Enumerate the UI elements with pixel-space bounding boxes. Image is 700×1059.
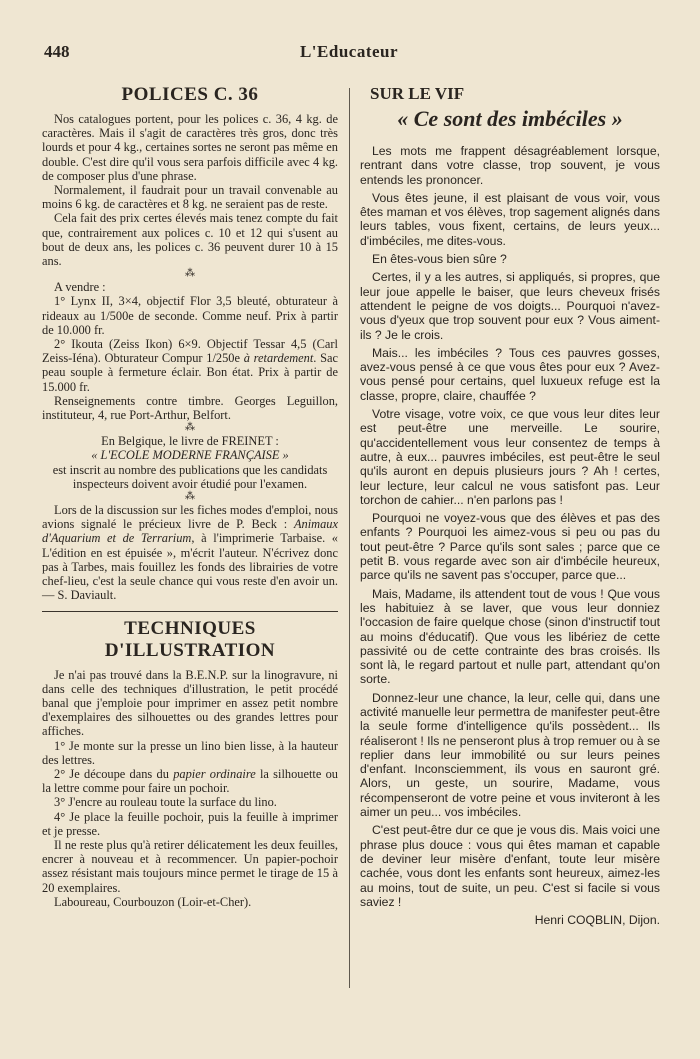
- page-header: [44, 42, 654, 66]
- sur-le-vif-heading: SUR LE VIF: [370, 84, 465, 103]
- asterism-separator: ⁂: [185, 491, 195, 503]
- belgique-book-italic: « L'ECOLE MODERNE FRANÇAISE »: [91, 448, 289, 463]
- techniques-step-2: [42, 767, 338, 795]
- left-column: [42, 80, 338, 909]
- section-rule: [42, 611, 338, 612]
- polices-paragraph-2: Normalement, il faudrait pour un travail convenable au moins 6 kg. de caractères et 8 kg. ne seraient pas de reste.: [42, 183, 338, 212]
- article-paragraph: Pourquoi ne voyez-vous que des élèves et pas des enfants ? Pourquoi les aimez-vous si peu ou pas du tout peut-être ? Parce qu'ils sont sales ; parce que ce petit B. vous regarde avec son air d'imbécile heureux, parce qu'ils ne savent pas s'occuper, parce que...: [360, 511, 660, 583]
- article-paragraph: Donnez-leur une chance, la leur, celle qui, dans une activité manuelle leur permettra de manifester peut-être la seule forme d'intelligence qu'ils possèdent... Ils réaliseront ! Ils ne penseront plus à trop remuer ou à se replier dans leur immobilité ou sur leurs peines d'enfant. Inconsciemment, ils vous en sauront gré. Alors, un geste, un sourire, Madame, vous récompenseront de votre peine et vous inviteront à les aimer un peu... vos imbéciles.: [360, 690, 660, 820]
- article-paragraph: En êtes-vous bien sûre ?: [372, 252, 507, 267]
- vendre-item-1: 1° Lynx II, 3×4, objectif Flor 3,5 bleuté, obturateur à rideaux au 1/500e de seconde. Comme neuf. Prix à partir de 10.000 fr.: [42, 294, 338, 337]
- asterism-separator: ⁂: [185, 422, 195, 434]
- article-paragraph: Vous êtes jeune, il est plaisant de vous voir, vous êtes maman et vos élèves, trop sagement alignés dans leurs tables, vous fixent, certains, de leurs yeux... d'imbéciles, me dites-vous.: [360, 190, 660, 248]
- techniques-signature: Laboureau, Courbouzon (Loir-et-Cher).: [54, 894, 252, 909]
- polices-title: POLICES C. 36: [121, 84, 259, 105]
- article-paragraph: Votre visage, votre voix, ce que vous leur dites leur est peut-être une merveille. Le sourire, qu'accidentellement vous leur consentez de temps à autre, à eux... pauvres imbéciles, est peut-être le seul qu'ils auront en depuis plusieurs jours ? Ah ! certes, leur lecture, leur calcul ne vous satisfont pas. Leur torchon de cahier... n'en parlons pas !: [360, 407, 660, 507]
- vendre-item-2-text-end: . Sac peau souple à fermeture éclair. Bon état. Prix à partir de 15.000 fr.: [42, 351, 338, 394]
- fiches-paragraph: [42, 503, 338, 602]
- techniques-step-2-text: 2° Je découpe dans du: [54, 766, 174, 781]
- vendre-intro: A vendre :: [54, 280, 106, 295]
- article-paragraph: Mais, Madame, ils attendent tout de vous ! Que vous les habituiez à se laver, que vous leur donniez l'occasion de faire quelque chose (sinon d'instructif tout au moins d'éducatif). Que vous les libériez de cette passivité ou de cette contrainte des bras croisés. Ils sont là, le regard partout et nulle part, attendant qu'on sorte.: [360, 586, 660, 687]
- fiches-text-end: , à l'imprimerie Tarbaise. « L'édition en est épuisée », m'écrit l'auteur. N'écrivez donc pas à Tarbes, mais fouillez les fonds des librairies de votre chef-lieu, c'est la seule chance qui vous reste d'en avoir un. — S. Daviault.: [42, 531, 338, 603]
- vendre-item-2-text: 2° Ikouta (Zeiss Ikon) 6×9. Objectif Tessar 4,5 (Carl Zeiss-Iéna). Obturateur Compur 1/250e: [42, 337, 338, 366]
- polices-paragraph-3: Cela fait des prix certes élevés mais tenez compte du fait que, contrairement aux polices c. 10 et 12 qui s'usent au bout de deux ans, les polices c. 36 peuvent durer 10 à 15 ans.: [42, 211, 338, 269]
- vendre-contact: Renseignements contre timbre. Georges Leguillon, instituteur, 4, rue Port-Arthur, Belfort.: [42, 393, 338, 423]
- article-title: « Ce sont des imbéciles »: [397, 106, 623, 131]
- techniques-paragraph-final: Il ne reste plus qu'à retirer délicatement les deux feuilles, encrer à nouveau et à recommencer. Un papier-pochoir assez résistant mais toujours mince permet le tirage de 15 à 20 exemplaires.: [42, 837, 338, 895]
- vendre-item-2-italic: à retardement: [243, 351, 314, 366]
- belgique-book-title: [42, 448, 338, 462]
- article-signature: Henri COQBLIN, Dijon.: [534, 913, 660, 928]
- polices-paragraph-1: Nos catalogues portent, pour les polices c. 36, 4 kg. de caractères. Mais il s'agit de caractères très gros, donc très lourds et pour 4 kg., certaines sortes ne seront pas même en double. C'est dire qu'il vous sera parfois difficile avec 4 kg. de composer plus d'une phrase.: [42, 112, 338, 183]
- fiches-text: Lors de la discussion sur les fiches modes d'emploi, nous avions signalé le précieux livre de P. Beck :: [42, 503, 338, 532]
- article-paragraph: C'est peut-être dur ce que je vous dis. Mais voici une phrase plus douce : vous qui êtes maman et capable de deviner leur misère d'enfant, toute leur misère cachée, vous dont les enfants sont heureux, aimez-les au moins, tout de suite, un peu. C'est si facile si vous saviez !: [360, 823, 660, 909]
- techniques-step-3: 3° J'encre au rouleau toute la surface du lino.: [54, 795, 277, 810]
- techniques-step-4: 4° Je place la feuille pochoir, puis la feuille à imprimer et je presse.: [42, 809, 338, 838]
- belgique-line-1: En Belgique, le livre de FREINET :: [101, 434, 279, 449]
- techniques-title: TECHNIQUES D'ILLUSTRATION: [104, 617, 276, 661]
- techniques-step-2-italic: papier ordinaire: [173, 766, 256, 781]
- running-title: L'Educateur: [299, 42, 399, 61]
- techniques-step-1: 1° Je monte sur la presse un lino bien lisse, à la hauteur des lettres.: [42, 738, 338, 767]
- asterism-separator: ⁂: [185, 268, 195, 280]
- vendre-item-2: [42, 337, 338, 394]
- fiches-book-title: Animaux d'Aquarium et de Terrarium: [42, 517, 338, 546]
- article-paragraph: Les mots me frappent désagréablement lorsque, rentrant dans votre classe, trop souvent, je vous entends les prononcer.: [360, 144, 660, 187]
- article-paragraph: Mais... les imbéciles ? Tous ces pauvres gosses, avez-vous pensé à ce que vous êtes pour eux ? Avez-vous pensé pour certains, quel luxueux refuge est la classe, propre, claire, chauffée ?: [360, 345, 660, 403]
- column-divider: [349, 88, 350, 988]
- right-column: [360, 80, 660, 931]
- techniques-step-2-text-end: la silhouette ou la lettre comme pour faire un pochoir.: [42, 766, 339, 796]
- belgique-line-2: est inscrit au nombre des publications que les candidats inspecteurs doivent avoir étudié pour l'examen.: [52, 462, 328, 491]
- techniques-paragraph-1: Je n'ai pas trouvé dans la B.E.N.P. sur la linogravure, ni dans celle des techniques d'illustration, le petit procédé banal que j'emploie pour imprimer en assez petit nombre d'exemplaires des silhouettes ou des grandes lettres pour affiches.: [42, 667, 338, 739]
- article-paragraph: Certes, il y a les autres, si appliqués, si propres, que leur joue appelle le baiser, que leurs cheveux frisés attendent le peigne de vos doigts... Pourquoi n'avez-vous d'yeux que trop souvent pour eux ? Vous aiment-ils ? Je le crois.: [360, 270, 660, 342]
- page-number: 448: [44, 42, 70, 61]
